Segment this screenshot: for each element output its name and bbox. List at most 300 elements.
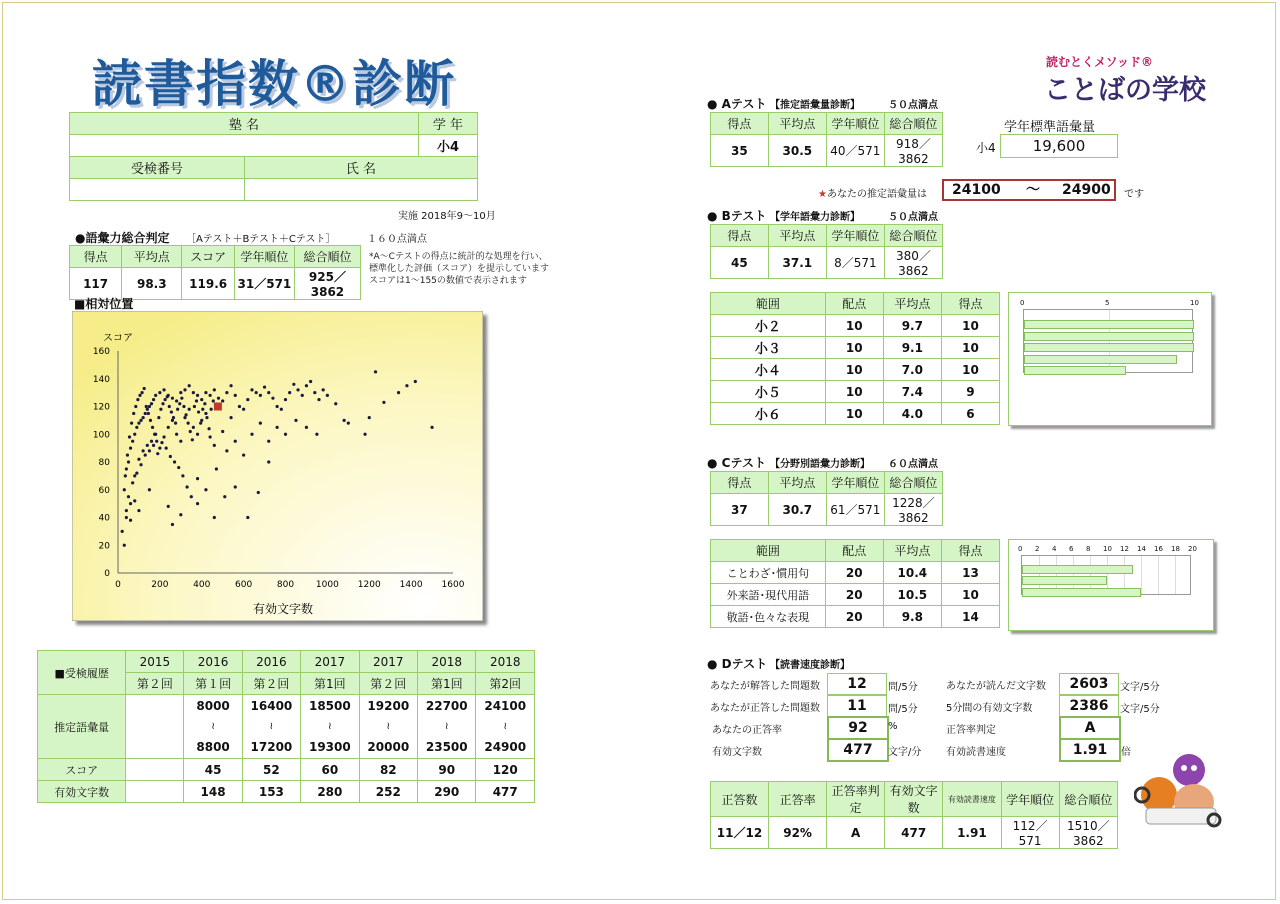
history-year-cell: 2016 bbox=[242, 651, 300, 673]
scatter-point bbox=[190, 495, 193, 498]
scatter-point bbox=[201, 408, 204, 411]
bar-axis-tick: 5 bbox=[1105, 299, 1110, 307]
detail-value-cell: 10 bbox=[825, 315, 883, 337]
scatter-point bbox=[124, 474, 127, 477]
test-b-header-cell: 平均点 bbox=[768, 225, 826, 247]
scatter-point bbox=[221, 430, 224, 433]
bar-axis-tick: 8 bbox=[1086, 545, 1091, 553]
test_b-detail-header: 得点 bbox=[941, 293, 999, 315]
x-tick-label: 800 bbox=[276, 580, 295, 590]
correct-value: 11 bbox=[827, 695, 887, 717]
scatter-point bbox=[171, 419, 174, 422]
scatter-point bbox=[128, 435, 131, 438]
scatter-point bbox=[152, 444, 155, 447]
history-score-cell: 52 bbox=[242, 759, 300, 781]
test-c-header-cell: 得点 bbox=[711, 472, 769, 494]
detail-value-cell: 7.0 bbox=[883, 359, 941, 381]
scatter-point bbox=[126, 453, 129, 456]
test-a-heading: ● Aテスト bbox=[707, 97, 767, 111]
juku-value bbox=[70, 135, 419, 157]
scatter-point bbox=[171, 523, 174, 526]
history-year-cell: 2018 bbox=[418, 651, 476, 673]
scatter-point bbox=[172, 416, 175, 419]
y-tick-label: 160 bbox=[92, 347, 110, 357]
scatter-point bbox=[246, 398, 249, 401]
scatter-point bbox=[133, 433, 136, 436]
test-c-value-cell: 1228／3862 bbox=[884, 494, 942, 526]
scatter-point bbox=[334, 402, 337, 405]
scatter-point bbox=[267, 460, 270, 463]
test-c-sub: 【分野別語彙力診断】 bbox=[770, 459, 870, 470]
history-round-cell: 第1回 bbox=[301, 673, 359, 695]
scatter-point bbox=[139, 419, 142, 422]
scatter-point bbox=[196, 433, 199, 436]
scatter-point bbox=[315, 433, 318, 436]
history-year-cell: 2017 bbox=[359, 651, 417, 673]
info-table bbox=[69, 112, 478, 201]
bar bbox=[1024, 343, 1194, 352]
detail-value-cell: 6 bbox=[941, 403, 999, 425]
scatter-point bbox=[148, 449, 151, 452]
scatter-point bbox=[160, 441, 163, 444]
summary-header-cell: 得点 bbox=[70, 246, 122, 268]
est-vocab-box bbox=[942, 179, 1116, 201]
history-tilde-cell: ≀ bbox=[242, 717, 300, 737]
scatter-point bbox=[294, 419, 297, 422]
history-chars-cell: 280 bbox=[301, 781, 359, 803]
test-b-value-cell: 380／3862 bbox=[884, 247, 942, 279]
scatter-point bbox=[151, 426, 154, 429]
y-tick-label: 120 bbox=[92, 402, 110, 413]
scatter-point bbox=[148, 405, 151, 408]
history-tilde-cell: ≀ bbox=[301, 717, 359, 737]
scatter-point bbox=[259, 394, 262, 397]
detail-range-cell: 小２ bbox=[711, 315, 826, 337]
test-c-table bbox=[710, 471, 943, 526]
scatter-point bbox=[296, 388, 299, 391]
test-c-max: ６０点満点 bbox=[888, 459, 938, 470]
y-tick-label: 0 bbox=[104, 569, 110, 579]
scatter-point bbox=[225, 449, 228, 452]
eff5-unit: 文字/5分 bbox=[1120, 704, 1160, 715]
history-score-cell bbox=[126, 759, 184, 781]
test-b-header-cell: 得点 bbox=[711, 225, 769, 247]
test_c-detail-header: 得点 bbox=[941, 540, 999, 562]
scatter-point bbox=[177, 466, 180, 469]
bar-axis-tick: 10 bbox=[1190, 299, 1199, 307]
scatter-point bbox=[212, 399, 215, 402]
test-d-value-cell: 477 bbox=[885, 817, 943, 849]
scatter-point bbox=[326, 394, 329, 397]
bar-axis-tick: 10 bbox=[1103, 545, 1112, 553]
test-d-header-cell: 正答率判定 bbox=[827, 782, 885, 817]
scatter-point bbox=[154, 394, 157, 397]
scatter-point bbox=[242, 453, 245, 456]
correct-label: あなたが正答した問題数 bbox=[710, 703, 820, 714]
scatter-point bbox=[288, 391, 291, 394]
read-label: あなたが読んだ文字数 bbox=[946, 681, 1046, 692]
scatter-point bbox=[189, 430, 192, 433]
bar bbox=[1022, 576, 1107, 585]
scatter-point bbox=[213, 388, 216, 391]
y-axis-title: スコア bbox=[103, 333, 133, 344]
bar bbox=[1022, 588, 1141, 597]
scatter-point bbox=[144, 453, 147, 456]
detail-range-cell: 外来語･現代用語 bbox=[711, 584, 826, 606]
bar-axis-tick: 20 bbox=[1188, 545, 1197, 553]
detail-value-cell: 20 bbox=[825, 606, 883, 628]
test-d-value-cell: 112／571 bbox=[1001, 817, 1059, 849]
summary-value-cell: 117 bbox=[70, 268, 122, 300]
scatter-point bbox=[127, 460, 130, 463]
scatter-point bbox=[276, 405, 279, 408]
scatter-point bbox=[125, 509, 128, 512]
scatter-point bbox=[152, 398, 155, 401]
detail-value-cell: 4.0 bbox=[883, 403, 941, 425]
detail-value-cell: 20 bbox=[825, 562, 883, 584]
scatter-point bbox=[192, 391, 195, 394]
test-d-heading: ● Dテスト bbox=[707, 657, 768, 671]
x-tick-label: 1200 bbox=[357, 580, 381, 590]
scatter-point bbox=[168, 405, 171, 408]
bar bbox=[1024, 355, 1177, 364]
est-prefix-text: あなたの推定語彙量は bbox=[826, 189, 927, 200]
bar-axis-tick: 16 bbox=[1154, 545, 1163, 553]
scatter-point bbox=[221, 399, 224, 402]
test-b-detail bbox=[710, 292, 1000, 425]
scatter-point bbox=[159, 408, 162, 411]
answered-value: 12 bbox=[827, 673, 887, 695]
scatter-point bbox=[305, 426, 308, 429]
summary-heading-sub: ［Aテスト＋Bテスト＋Cテスト］ bbox=[186, 234, 336, 245]
scatter-point bbox=[179, 513, 182, 516]
scatter-point bbox=[271, 397, 274, 400]
test-b-table bbox=[710, 224, 943, 279]
scatter-point bbox=[313, 391, 316, 394]
history-label: ■受検履歴 bbox=[38, 651, 126, 695]
scatter-point bbox=[195, 399, 198, 402]
test-a-table bbox=[710, 112, 943, 167]
eff-value: 477 bbox=[827, 738, 889, 762]
scatter-point bbox=[158, 391, 161, 394]
scatter-point bbox=[305, 384, 308, 387]
scatter-point bbox=[138, 394, 141, 397]
scatter-point bbox=[137, 509, 140, 512]
scatter-point bbox=[178, 402, 181, 405]
history-vocab-from-cell: 16400 bbox=[242, 695, 300, 717]
history-tilde-cell: ≀ bbox=[359, 717, 417, 737]
exam-no-value bbox=[70, 179, 245, 201]
scatter-point bbox=[137, 422, 140, 425]
scatter-point bbox=[200, 398, 203, 401]
history-vocab-from-cell: 18500 bbox=[301, 695, 359, 717]
scatter-point bbox=[213, 444, 216, 447]
scatter-point bbox=[309, 380, 312, 383]
eff-unit: 文字/分 bbox=[888, 747, 922, 758]
scatter-point bbox=[238, 405, 241, 408]
note-line-3: スコアは1～155の数値で表示されます bbox=[369, 276, 527, 286]
scatter-point bbox=[183, 416, 186, 419]
bar bbox=[1022, 565, 1133, 574]
scatter-point bbox=[229, 384, 232, 387]
detail-value-cell: 9.7 bbox=[883, 315, 941, 337]
detail-range-cell: ことわざ･慣用句 bbox=[711, 562, 826, 584]
mascot-illustration bbox=[1134, 740, 1226, 830]
history-vocab-from-cell: 22700 bbox=[418, 695, 476, 717]
scatter-point bbox=[192, 426, 195, 429]
scatter-point bbox=[169, 455, 172, 458]
scatter-point bbox=[204, 412, 207, 415]
read-unit: 文字/5分 bbox=[1120, 682, 1160, 693]
bar-gridline bbox=[1141, 556, 1142, 594]
eff5-value: 2386 bbox=[1059, 695, 1119, 717]
correct-unit: 問/5分 bbox=[888, 704, 918, 715]
test-b-sub: 【学年語彙力診断】 bbox=[770, 212, 860, 223]
scatter-point bbox=[181, 474, 184, 477]
scatter-point bbox=[263, 385, 266, 388]
scatter-point bbox=[136, 398, 139, 401]
summary-value-cell: 925／3862 bbox=[294, 268, 360, 300]
scatter-point bbox=[164, 398, 167, 401]
history-score-cell: 120 bbox=[476, 759, 535, 781]
scatter-point bbox=[150, 402, 153, 405]
juku-label: 塾 名 bbox=[70, 113, 419, 135]
scatter-point bbox=[374, 370, 377, 373]
test-d-sub: 【読書速度診断】 bbox=[770, 660, 850, 671]
history-score-cell: 45 bbox=[184, 759, 242, 781]
detail-value-cell: 9 bbox=[941, 381, 999, 403]
scatter-point bbox=[267, 391, 270, 394]
history-vocab-from-cell: 24100 bbox=[476, 695, 535, 717]
detail-range-cell: 小６ bbox=[711, 403, 826, 425]
scatter-point bbox=[123, 544, 126, 547]
chars-label: 有効文字数 bbox=[38, 781, 126, 803]
detail-range-cell: 小４ bbox=[711, 359, 826, 381]
history-year-cell: 2017 bbox=[301, 651, 359, 673]
detail-range-cell: 小５ bbox=[711, 381, 826, 403]
scatter-point bbox=[255, 391, 258, 394]
scatter-point bbox=[215, 467, 218, 470]
x-tick-label: 1000 bbox=[315, 580, 339, 590]
x-tick-label: 1400 bbox=[399, 580, 423, 590]
history-vocab-to-cell: 20000 bbox=[359, 737, 417, 759]
history-round-cell: 第１回 bbox=[184, 673, 242, 695]
test-d-value-cell: 1510／3862 bbox=[1059, 817, 1117, 849]
scatter-point bbox=[196, 394, 199, 397]
scatter-point bbox=[234, 485, 237, 488]
scatter-point bbox=[284, 398, 287, 401]
scatter-point bbox=[150, 440, 153, 443]
history-round-cell: 第２回 bbox=[242, 673, 300, 695]
bar-axis-tick: 6 bbox=[1069, 545, 1074, 553]
rate-label: あなたの正答率 bbox=[712, 725, 782, 736]
history-vocab-to-cell: 8800 bbox=[184, 737, 242, 759]
eff5-label: 5分間の有効文字数 bbox=[946, 703, 1033, 714]
scatter-point bbox=[185, 485, 188, 488]
est-suffix: です bbox=[1124, 189, 1144, 200]
exam-no-label: 受検番号 bbox=[70, 157, 245, 179]
scatter-point bbox=[347, 422, 350, 425]
speed-label: 有効読書速度 bbox=[946, 747, 1006, 758]
scatter-point bbox=[188, 408, 191, 411]
scatter-point bbox=[121, 530, 124, 533]
scatter-point bbox=[135, 472, 138, 475]
scatter-point bbox=[246, 516, 249, 519]
scatter-point bbox=[280, 408, 283, 411]
history-vocab-from-cell bbox=[126, 695, 184, 717]
history-vocab-to-cell bbox=[126, 737, 184, 759]
scatter-point bbox=[204, 391, 207, 394]
scatter-point bbox=[179, 440, 182, 443]
scatter-point bbox=[200, 419, 203, 422]
scatter-point bbox=[234, 394, 237, 397]
history-year-cell: 2016 bbox=[184, 651, 242, 673]
scatter-point bbox=[229, 416, 232, 419]
scatter-point bbox=[199, 422, 202, 425]
scatter-point bbox=[146, 408, 149, 411]
name-label: 氏 名 bbox=[245, 157, 478, 179]
scatter-point bbox=[430, 426, 433, 429]
history-chars-cell: 477 bbox=[476, 781, 535, 803]
scatter-point bbox=[130, 422, 133, 425]
detail-value-cell: 10 bbox=[941, 584, 999, 606]
summary-value-cell: 31／571 bbox=[234, 268, 294, 300]
history-year-cell: 2015 bbox=[126, 651, 184, 673]
scatter-point bbox=[196, 477, 199, 480]
x-tick-label: 0 bbox=[115, 580, 121, 590]
detail-value-cell: 10 bbox=[941, 359, 999, 381]
scatter-point bbox=[133, 474, 136, 477]
scatter-point bbox=[196, 502, 199, 505]
history-tilde-cell: ≀ bbox=[476, 717, 535, 737]
scatter-point bbox=[191, 438, 194, 441]
speed-value: 1.91 bbox=[1059, 738, 1121, 762]
history-round-cell: 第1回 bbox=[418, 673, 476, 695]
history-round-cell: 第２回 bbox=[359, 673, 417, 695]
test-d-header-cell: 正答数 bbox=[711, 782, 769, 817]
scatter-point bbox=[182, 405, 185, 408]
scatter-point bbox=[157, 416, 160, 419]
scatter-point bbox=[203, 402, 206, 405]
history-vocab-from-cell: 8000 bbox=[184, 695, 242, 717]
scatter-point bbox=[322, 388, 325, 391]
scatter-point bbox=[175, 399, 178, 402]
test-b-value-cell: 45 bbox=[711, 247, 769, 279]
speed-unit: 倍 bbox=[1121, 747, 1131, 758]
detail-value-cell: 7.4 bbox=[883, 381, 941, 403]
test-c-detail bbox=[710, 539, 1000, 628]
test-c-header-cell: 平均点 bbox=[768, 472, 826, 494]
scatter-point bbox=[147, 412, 150, 415]
score-label: スコア bbox=[38, 759, 126, 781]
test-c-value-cell: 37 bbox=[711, 494, 769, 526]
detail-value-cell: 10.5 bbox=[883, 584, 941, 606]
name-value bbox=[245, 179, 478, 201]
scatter-point bbox=[167, 505, 170, 508]
scatter-point bbox=[153, 433, 156, 436]
history-score-cell: 60 bbox=[301, 759, 359, 781]
scatter-point bbox=[135, 426, 138, 429]
scatter-point bbox=[187, 422, 190, 425]
detail-range-cell: 小３ bbox=[711, 337, 826, 359]
test-b-header-cell: 総合順位 bbox=[884, 225, 942, 247]
bar-axis-tick: 12 bbox=[1120, 545, 1129, 553]
test-a-max: ５０点満点 bbox=[888, 100, 938, 111]
my-position-marker bbox=[214, 403, 222, 411]
history-chars-cell: 153 bbox=[242, 781, 300, 803]
history-chars-cell: 252 bbox=[359, 781, 417, 803]
bar-axis-tick: 0 bbox=[1020, 299, 1025, 307]
scatter-point bbox=[179, 391, 182, 394]
scatter-point bbox=[183, 388, 186, 391]
test-d-value-cell: 11／12 bbox=[711, 817, 769, 849]
history-tilde-cell bbox=[126, 717, 184, 737]
detail-value-cell: 9.1 bbox=[883, 337, 941, 359]
scatter-point bbox=[301, 394, 304, 397]
y-tick-label: 100 bbox=[92, 430, 110, 441]
test_b-detail-header: 範囲 bbox=[711, 293, 826, 315]
scatter-point bbox=[176, 408, 179, 411]
rate-value: 92 bbox=[827, 716, 889, 740]
scatter-point bbox=[146, 444, 149, 447]
scatter-point bbox=[142, 416, 145, 419]
summary-header-cell: スコア bbox=[182, 246, 235, 268]
test-d-value-cell: 92% bbox=[768, 817, 826, 849]
brand-logo: ことばの学校 bbox=[1044, 75, 1206, 106]
scatter-point bbox=[259, 422, 262, 425]
position-heading: ■相対位置 bbox=[74, 297, 134, 311]
test-d-header-cell: 学年順位 bbox=[1001, 782, 1059, 817]
scatter-point bbox=[165, 447, 168, 450]
scatter-point bbox=[125, 516, 128, 519]
bar-plot-area bbox=[1023, 309, 1193, 373]
std-vocab-label: 学年標準語彙量 bbox=[1004, 120, 1096, 135]
history-round-cell: 第２回 bbox=[126, 673, 184, 695]
scatter-point bbox=[250, 388, 253, 391]
scatter-point bbox=[166, 395, 169, 398]
bar-axis-tick: 4 bbox=[1052, 545, 1057, 553]
detail-value-cell: 10 bbox=[941, 315, 999, 337]
note-line-1: *A～Cテストの得点に統計的な処理を行い、 bbox=[369, 252, 548, 262]
test-a-value-cell: 40／571 bbox=[826, 135, 884, 167]
scatter-point bbox=[162, 388, 165, 391]
answered-unit: 問/5分 bbox=[888, 682, 918, 693]
judge-label: 正答率判定 bbox=[946, 725, 996, 736]
summary-table bbox=[69, 245, 361, 300]
y-tick-label: 40 bbox=[98, 513, 110, 524]
scatter-point bbox=[161, 402, 164, 405]
grade-value: 小4 bbox=[419, 135, 478, 157]
scatter-point bbox=[184, 413, 187, 416]
detail-value-cell: 9.8 bbox=[883, 606, 941, 628]
scatter-point bbox=[223, 495, 226, 498]
eff-label: 有効文字数 bbox=[712, 747, 762, 758]
scatter-point bbox=[276, 426, 279, 429]
bar-axis-tick: 2 bbox=[1035, 545, 1040, 553]
read-value: 2603 bbox=[1059, 673, 1119, 695]
test-c-bar-chart bbox=[1008, 539, 1214, 631]
page-title: 読書指数®診断 bbox=[92, 55, 456, 113]
test_c-detail-header: 平均点 bbox=[883, 540, 941, 562]
detail-value-cell: 20 bbox=[825, 584, 883, 606]
test-c-heading: ● Cテスト bbox=[707, 456, 766, 470]
scatter-point bbox=[131, 481, 134, 484]
detail-value-cell: 10 bbox=[825, 359, 883, 381]
scatter-point bbox=[145, 405, 148, 408]
history-tilde-cell: ≀ bbox=[418, 717, 476, 737]
detail-value-cell: 10 bbox=[825, 337, 883, 359]
period-text: 実施 2018年9～10月 bbox=[398, 211, 496, 222]
